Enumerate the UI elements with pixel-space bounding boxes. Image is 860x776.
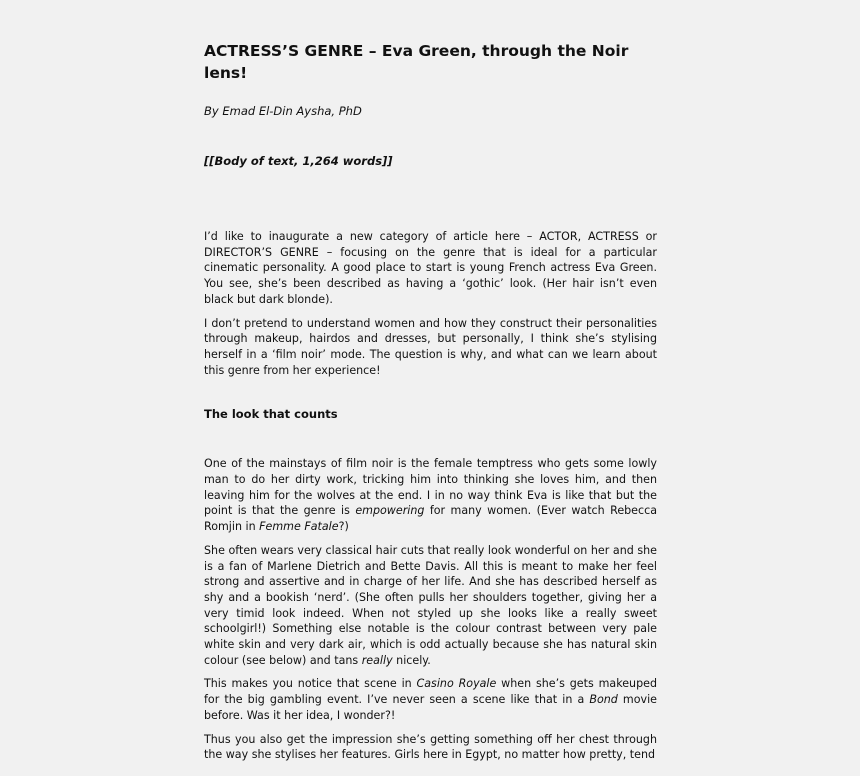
film-title-bond: Bond: [589, 693, 618, 707]
article-byline: By Emad El-Din Aysha, PhD: [204, 104, 362, 118]
emphasis-empowering: empowering: [355, 504, 425, 518]
intro-paragraph-2: I don’t pretend to understand women and how they construct their personalities through makeup, hairdos and dresses, but personally, I think she’s stylising herself in a ‘film noir’ mode. The question is why, and what can we learn about this genre from her experience!: [204, 316, 657, 377]
text-run: for many women. (Ever watch Rebecca Romjin in: [204, 504, 658, 534]
intro-paragraph-1: I’d like to inaugurate a new category of article here – ACTOR, ACTRESS or DIRECTOR’S GENRE – focusing on the genre that is ideal for a particular cinematic personality. A good place to start is young French actress Eva Green. You see, she’s been described as having a ‘gothic’ look. (Her hair isn’t even black but dark blonde).: [204, 230, 657, 306]
text-run: movie before. Was it her idea, I wonder?!: [204, 693, 657, 722]
text-run: Thus you also get the impression she’s getting something off her chest through the way she stylises her features. Girls here in Egypt, no matter how pretty, tend: [204, 732, 657, 762]
film-title-femme-fatale: Femme Fatale: [259, 520, 339, 534]
section-paragraph-1: [204, 456, 657, 535]
word-count-note: [[Body of text, 1,264 words]]: [204, 154, 393, 168]
text-run: One of the mainstays of film noir is the female temptress who gets some lowly man to do her dirty work, tricking him into thinking she loves him, and then leaving him for the wolves at the end. I in no way think Eva is like that but the point is that the genre is: [204, 457, 657, 518]
section-paragraph-3: [204, 676, 657, 723]
text-run: when she’s gets makeuped for the big gambling event. I’ve never seen a scene like that in a: [204, 677, 657, 707]
text-run: nicely.: [392, 653, 431, 667]
section-paragraph-4: [204, 732, 657, 763]
text-run: She often wears very classical hair cuts that really look wonderful on her and she is a fan of Marlene Dietrich and Bette Davis. All this is meant to make her feel strong and assertive and in charge of her life. And she has described herself as shy and a bookish ‘nerd’. (She often pulls her shoulders together, giving her a very timid look indeed. When not styled up she looks like a really sweet schoolgirl!) Something else notable is the colour contrast between very pale white skin and very dark air, which is odd actually because she has natural skin colour (see below) and tans: [204, 543, 657, 667]
article-content: [204, 40, 657, 771]
article-title: ACTRESS’S GENRE – Eva Green, through the Noir lens!: [204, 42, 629, 82]
section-paragraph-2: [204, 543, 657, 669]
text-run: ?): [338, 520, 349, 534]
film-title-casino-royale: Casino Royale: [416, 677, 497, 691]
text-run: This makes you notice that scene in: [204, 677, 417, 691]
section-heading: The look that counts: [204, 407, 338, 422]
intro-section: [204, 229, 657, 378]
emphasis-really: really: [361, 653, 393, 667]
look-section: [204, 456, 657, 763]
